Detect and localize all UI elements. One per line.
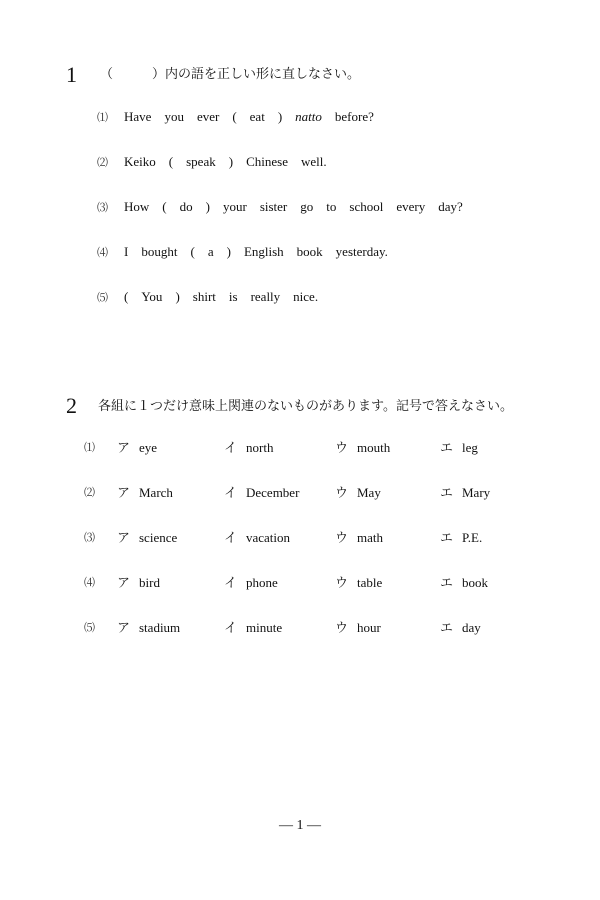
- question-row: [84, 485, 524, 501]
- question-word: ever: [196, 109, 220, 124]
- question-word: Chinese: [246, 154, 288, 169]
- question-word: you: [164, 109, 184, 124]
- option-marker: エ: [440, 575, 454, 590]
- question-word: ): [226, 244, 231, 259]
- question-word: (: [232, 109, 237, 124]
- section-2-number: 2: [66, 393, 77, 418]
- question-word: nice.: [293, 289, 319, 304]
- question-word: sister: [259, 199, 288, 214]
- question-number: ⑴: [97, 112, 108, 124]
- question-row: [97, 289, 331, 306]
- option-marker: エ: [440, 620, 454, 635]
- question-word: go: [300, 199, 314, 214]
- answer-option: [335, 620, 381, 636]
- question-word: school: [349, 199, 384, 214]
- option-marker: エ: [440, 440, 454, 455]
- option-word: day: [462, 620, 481, 635]
- option-word: P.E.: [462, 530, 483, 545]
- question-word: ): [205, 199, 210, 214]
- option-word: December: [246, 485, 300, 500]
- question-word: ): [277, 109, 283, 124]
- option-word: hour: [357, 620, 381, 635]
- answer-option: [440, 440, 478, 456]
- answer-option: [335, 575, 382, 591]
- option-word: phone: [246, 575, 278, 590]
- question-row: [97, 199, 476, 216]
- answer-option: [224, 620, 282, 636]
- question-word: eat: [249, 109, 265, 124]
- option-marker: イ: [224, 575, 238, 590]
- question-row: [97, 109, 387, 126]
- option-marker: イ: [224, 440, 238, 455]
- question-word: a: [207, 244, 214, 259]
- section-1-number: 1: [66, 62, 77, 87]
- option-word: table: [357, 575, 383, 590]
- option-marker: ア: [117, 440, 131, 455]
- question-number: ⑵: [97, 157, 108, 169]
- option-word: north: [246, 440, 274, 455]
- option-marker: イ: [224, 485, 238, 500]
- question-word: bought: [141, 244, 178, 259]
- answer-option: [117, 440, 157, 456]
- option-word: May: [357, 485, 381, 500]
- question-word: well.: [300, 154, 327, 169]
- option-marker: ア: [117, 575, 131, 590]
- option-marker: イ: [224, 620, 238, 635]
- option-marker: エ: [440, 485, 454, 500]
- question-word: shirt: [192, 289, 216, 304]
- answer-option: [117, 575, 160, 591]
- question-number: ⑸: [97, 292, 108, 304]
- answer-option: [117, 485, 173, 501]
- question-word: Keiko: [124, 154, 156, 169]
- answer-option: [440, 530, 482, 546]
- question-number: ⑶: [97, 202, 108, 214]
- question-word: speak: [186, 154, 216, 169]
- question-row: [84, 575, 524, 591]
- question-row: [97, 154, 340, 171]
- page-number: ― 1 ―: [279, 818, 321, 833]
- answer-option: [335, 530, 383, 546]
- question-word: day?: [438, 199, 463, 214]
- option-marker: ウ: [335, 575, 349, 590]
- answer-option: [117, 530, 177, 546]
- option-word: March: [139, 485, 173, 500]
- option-marker: イ: [224, 530, 238, 545]
- question-word: every: [396, 199, 426, 214]
- answer-option: [224, 485, 299, 501]
- answer-option: [440, 485, 490, 501]
- answer-option: [224, 575, 278, 591]
- question-word: before?: [334, 109, 374, 124]
- question-word: do: [179, 199, 193, 214]
- question-row: [84, 440, 524, 456]
- question-word: to: [326, 199, 337, 214]
- question-word: I: [124, 244, 129, 259]
- option-word: math: [357, 530, 383, 545]
- answer-option: [440, 620, 481, 636]
- question-word: English: [243, 244, 284, 259]
- question-row: [97, 244, 401, 261]
- option-marker: ウ: [335, 620, 349, 635]
- option-marker: エ: [440, 530, 454, 545]
- question-word: ): [175, 289, 180, 304]
- answer-option: [117, 620, 180, 636]
- question-word: yesterday.: [335, 244, 388, 259]
- question-word: your: [222, 199, 247, 214]
- option-word: stadium: [139, 620, 181, 635]
- question-number: ⑷: [84, 577, 95, 589]
- question-word: (: [168, 154, 174, 169]
- option-word: leg: [462, 440, 478, 455]
- question-row: [84, 530, 524, 546]
- question-number: ⑴: [84, 442, 95, 454]
- answer-option: [224, 530, 290, 546]
- section-1-instruction: （ ）内の語を正しい形に直しなさい。: [100, 66, 361, 81]
- option-word: minute: [246, 620, 283, 635]
- option-marker: ア: [117, 530, 131, 545]
- option-marker: ア: [117, 620, 131, 635]
- option-word: vacation: [246, 530, 291, 545]
- question-word: book: [296, 244, 323, 259]
- answer-option: [335, 485, 381, 501]
- answer-option: [224, 440, 273, 456]
- option-word: book: [462, 575, 488, 590]
- section-2-instruction: 各組に１つだけ意味上関連のないものがあります。記号で答えなさい。: [98, 398, 513, 413]
- question-row: [84, 620, 524, 636]
- question-word: (: [124, 289, 129, 304]
- question-word: How: [124, 199, 150, 214]
- question-word: You: [141, 289, 163, 304]
- question-number: ⑶: [84, 532, 95, 544]
- option-marker: ア: [117, 485, 131, 500]
- option-marker: ウ: [335, 440, 349, 455]
- question-word: ): [228, 154, 234, 169]
- option-word: science: [139, 530, 178, 545]
- question-word: (: [162, 199, 167, 214]
- question-word: (: [190, 244, 195, 259]
- question-number: ⑸: [84, 622, 95, 634]
- option-word: eye: [139, 440, 158, 455]
- option-marker: ウ: [335, 485, 349, 500]
- question-word: Have: [124, 109, 152, 124]
- question-word: is: [228, 289, 238, 304]
- option-word: Mary: [462, 485, 491, 500]
- question-word-italic: natto: [295, 109, 322, 124]
- option-marker: ウ: [335, 530, 349, 545]
- question-number: ⑵: [84, 487, 95, 499]
- answer-option: [335, 440, 390, 456]
- option-word: bird: [139, 575, 160, 590]
- option-word: mouth: [357, 440, 391, 455]
- question-word: really: [250, 289, 281, 304]
- answer-option: [440, 575, 488, 591]
- question-number: ⑷: [97, 247, 108, 259]
